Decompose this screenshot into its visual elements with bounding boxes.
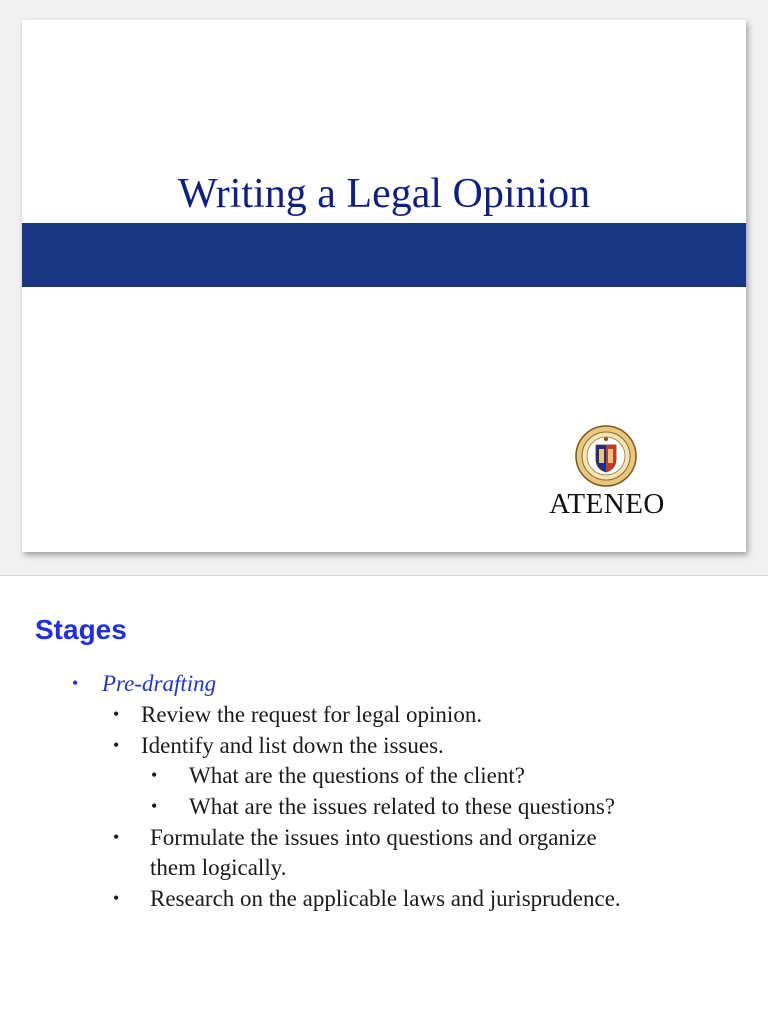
bullet-marker: •: [151, 765, 158, 785]
bullet-related-issues: [151, 791, 615, 822]
title-divider-bar: [22, 223, 746, 287]
bullet-text: What are the questions of the client?: [189, 763, 525, 788]
bullet-client-questions: [151, 760, 525, 791]
bullet-marker: •: [113, 704, 120, 724]
bullet-text: Pre-drafting: [102, 671, 217, 696]
ateneo-wordmark: ATENEO: [549, 488, 665, 520]
bullet-text: them logically.: [150, 855, 287, 880]
bullet-marker: •: [151, 796, 158, 816]
bullet-review-request: [113, 699, 483, 730]
slide-title: Writing a Legal Opinion: [177, 171, 591, 217]
bullet-formulate-issues: [113, 822, 597, 853]
bullet-text: Research on the applicable laws and jurisprudence.: [150, 886, 621, 911]
bullet-marker: •: [113, 827, 120, 847]
bullet-text: Identify and list down the issues.: [141, 733, 444, 758]
bullet-text: What are the issues related to these questions?: [189, 794, 615, 819]
section-heading: Stages: [35, 614, 127, 645]
bullet-text: Formulate the issues into questions and organize: [150, 825, 597, 850]
bullet-identify-issues: [113, 730, 444, 761]
bullet-text: Review the request for legal opinion.: [141, 702, 483, 727]
bullet-formulate-issues-continued: [150, 852, 286, 883]
bullet-pre-drafting: [72, 668, 217, 699]
ateneo-seal-logo: [575, 425, 637, 487]
bullet-marker: •: [113, 735, 120, 755]
bullet-research-laws: [113, 883, 621, 914]
bullet-marker: •: [113, 888, 120, 908]
title-slide: [22, 20, 746, 552]
bullet-marker: •: [72, 673, 79, 693]
